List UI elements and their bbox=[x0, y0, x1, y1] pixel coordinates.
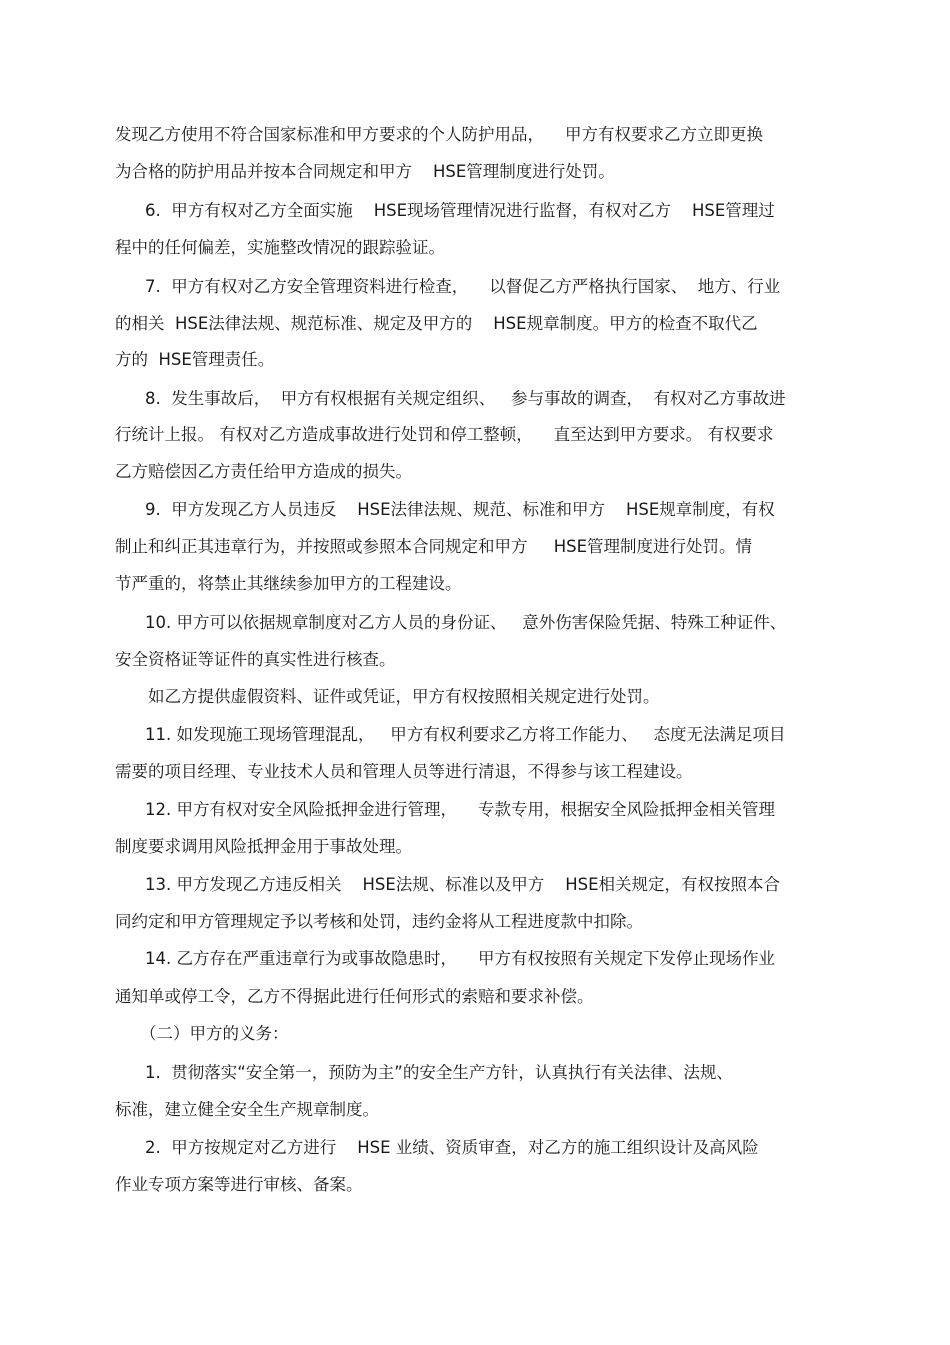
text-line: 10. 甲方可以依据规章制度对乙方人员的身份证、 意外伤害保险凭据、特殊工种证件、 bbox=[145, 613, 787, 632]
text-line: 行统计上报。 有权对乙方造成事故进行处罚和停工整顿， 直至达到甲方要求。 有权要求 bbox=[115, 425, 774, 444]
text-line: 制止和纠正其违章行为，并按照或参照本合同规定和甲方 HSE管理制度进行处罚。情 bbox=[115, 537, 753, 556]
text-line: 6. 甲方有权对乙方全面实施 HSE现场管理情况进行监督，有权对乙方 HSE管理过 bbox=[145, 201, 775, 220]
text-line: 7. 甲方有权对乙方安全管理资料进行检查， 以督促乙方严格执行国家、 地方、行业 bbox=[145, 277, 781, 296]
text-line: 13. 甲方发现乙方违反相关 HSE法规、标准以及甲方 HSE相关规定，有权按照本合 bbox=[145, 875, 781, 894]
text-line: 节严重的，将禁止其继续参加甲方的工程建设。 bbox=[115, 574, 462, 593]
text-line: 8. 发生事故后， 甲方有权根据有关规定组织、 参与事故的调查， 有权对乙方事故进 bbox=[145, 389, 786, 408]
text-line: 通知单或停工令，乙方不得据此进行任何形式的索赔和要求补偿。 bbox=[115, 987, 594, 1006]
text-line: 12. 甲方有权对安全风险抵押金进行管理， 专款专用，根据安全风险抵押金相关管理 bbox=[145, 800, 775, 819]
text-line: 为合格的防护用品并按本合同规定和甲方 HSE管理制度进行处罚。 bbox=[115, 162, 615, 181]
text-line: 1. 贯彻落实“安全第一，预防为主”的安全生产方针，认真执行有关法律、法规、 bbox=[145, 1063, 733, 1082]
text-line: 2. 甲方按规定对乙方进行 HSE 业绩、资质审查，对乙方的施工组织设计及高风险 bbox=[145, 1138, 759, 1157]
text-line: 安全资格证等证件的真实性进行核查。 bbox=[115, 650, 396, 669]
text-line: 乙方赔偿因乙方责任给甲方造成的损失。 bbox=[115, 462, 412, 481]
text-line: 制度要求调用风险抵押金用于事故处理。 bbox=[115, 837, 412, 856]
text-line: 同约定和甲方管理规定予以考核和处罚，违约金将从工程进度款中扣除。 bbox=[115, 912, 643, 931]
text-line: 程中的任何偏差，实施整改情况的跟踪验证。 bbox=[115, 238, 445, 257]
text-line: 发现乙方使用不符合国家标准和甲方要求的个人防护用品， 甲方有权要求乙方立即更换 bbox=[115, 125, 763, 144]
text-line: 如乙方提供虚假资料、证件或凭证，甲方有权按照相关规定进行处罚。 bbox=[148, 687, 660, 706]
text-line: 11. 如发现施工现场管理混乱， 甲方有权利要求乙方将工作能力、 态度无法满足项目 bbox=[145, 725, 786, 744]
text-line: 作业专项方案等进行审核、备案。 bbox=[115, 1175, 363, 1194]
text-line: 标准，建立健全安全生产规章制度。 bbox=[115, 1100, 379, 1119]
text-line: 方的 HSE管理责任。 bbox=[115, 350, 275, 369]
section-heading: （二）甲方的义务： bbox=[140, 1024, 289, 1043]
text-line: 需要的项目经理、专业技术人员和管理人员等进行清退，不得参与该工程建设。 bbox=[115, 762, 693, 781]
text-line: 的相关 HSE法律法规、规范标准、规定及甲方的 HSE规章制度。甲方的检查不取代乙 bbox=[115, 314, 758, 333]
text-line: 9. 甲方发现乙方人员违反 HSE法律法规、规范、标准和甲方 HSE规章制度，有权 bbox=[145, 500, 775, 519]
text-line: 14. 乙方存在严重违章行为或事故隐患时， 甲方有权按照有关规定下发停止现场作业 bbox=[145, 949, 775, 968]
